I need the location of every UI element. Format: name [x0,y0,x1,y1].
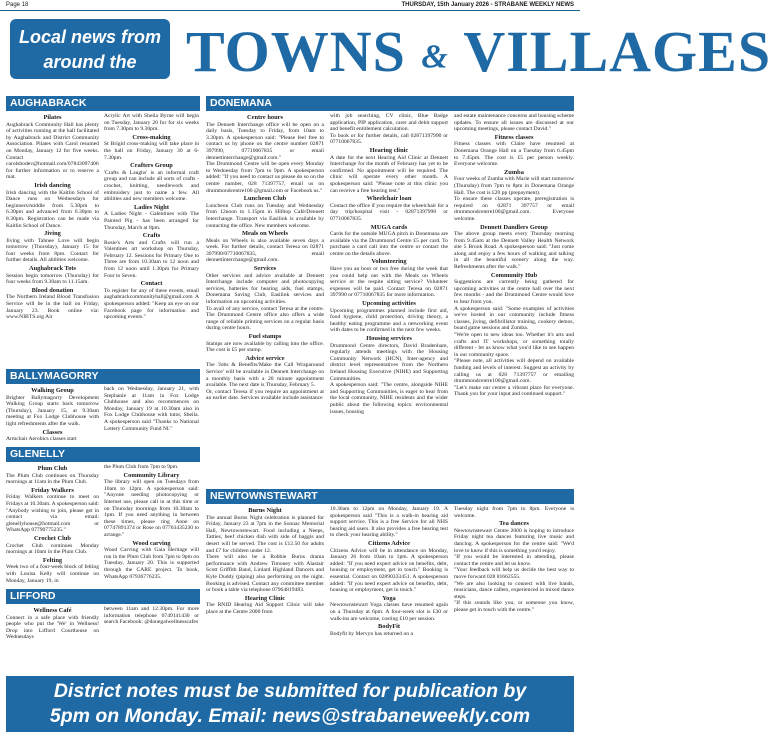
paragraph: "We are also looking to connect with live bands, musicians, dance callers, experienced in mixed dance steps. [454,580,574,600]
page-header [0,0,580,11]
heading: Centre hours [247,114,283,121]
heading: Hearing clinic [369,146,409,154]
section-head-aughabrack: AUGHABRACK [6,96,200,111]
paragraph: Bodyfit by Mervyn has returned on a [330,630,413,637]
heading: Housing services [366,335,412,342]
section-banner [6,13,771,84]
paragraph: Upcoming programmes planned include first aid, food hygiene, child protection, driving theory, a healthy eating programme and a networking event with dates to be confirmed in the next few weeks. [330,307,448,334]
footer-line2: 5pm on Monday. Email: news@strabaneweekly.com [49,705,531,727]
paragraph: St Brigid cross-making will take place in the hall on Friday, January 30 at 6-7.30pm. [104,141,199,161]
paragraph: with job searching, CV clinic, Blue Badge application, PIP application, carer and debit support and benefit entitlement calculation. [330,113,448,133]
banner-title-amp: & [421,38,449,76]
heading: Crochet Club [34,534,71,542]
heading: Blood donation [31,286,74,294]
paragraph: Fitness classes with Claire have resumed at Donemana Orange Hall on a Tuesday from 6.45pm to 7.45pm. The cost is £5 per person weekly. Everyone welcome. [454,141,574,168]
paragraph: Other services and advice available at Dennett Interchange include computer and photocopying services, batteries for hearing aids, fuel stamps, Donemana Saving Club, Easilink services and information on upcoming activities. [206,272,324,306]
heading: Jiving [44,230,61,238]
paragraph: Newtownstewart Yoga classes have resumed again on a Thursday at 6pm. A four-week slot is £30 or walk-ins are welcome, costing £10 per session. [330,602,448,622]
banner-title [186,19,771,87]
banner-local-box [10,19,170,79]
paragraph: Suggestions are currently being gathered for upcoming activities at the centre hall over the next few months - and the Drummond Centre would love to hear from you. [454,279,574,306]
heading: Upcoming activities [362,300,416,308]
paragraph: and estate maintenance concerns and housing scheme updates. To ensure all issues are discussed at our upcoming meetings, please contact David." [454,113,574,133]
paragraph: Tuesday night from 7pm to 8pm. Everyone is welcome. [454,506,574,519]
newtownstewart-col-1 [206,506,324,672]
aughabrack-col-2 [104,113,199,365]
heading: Wheelchair loan [366,195,412,203]
heading: Crafts [142,232,161,240]
paragraph: Friday Walkers continue to meet on Fridays at 10.30am. A spokesperson said: "Anybody wishing to join, please get in contact via email: glenellyhouse@hotmail.com or WhatsApp 07790775235." [6,494,99,534]
heading: Services [253,265,277,273]
paragraph: The Northern Ireland Blood Transfusion Service will be in the hall on Friday, January 23. Book online via: www.NIBTS.org Air [6,294,99,321]
heading: Hearing Clinic [244,594,286,602]
ballymagorry-col-2 [104,386,199,444]
paragraph: The RNID Hearing Aid Support Clinic will take place at the Centre 2000 from [206,602,324,615]
heading: Community Hub [490,271,538,279]
paragraph: Four weeks of Zumba with Marie will start tomorrow (Thursday) from 7pm to 8pm in Donemana Orange Hall. The cost is £20 pp (prepayment). [454,176,574,196]
heading: Fitness classes [494,133,534,141]
heading: Ladies Night [134,203,169,211]
heading: Citizens Advice [367,539,411,547]
heading: Friday Walkers [31,486,74,494]
section-head-newtownstewart: NEWTOWNSTEWART [206,489,574,504]
heading: Wellness Café [33,607,72,614]
paragraph: Crochet Club continues Monday mornings at 10am in the Plum Club. [6,542,99,556]
paragraph: Connect in a safe place with friendly people who put the 'We' in Wellness! Drop into Lifford Courthouse on Wednesdays [6,614,99,641]
heading: Contact [140,280,163,288]
donemana-col-1 [206,113,324,485]
paragraph: A Ladies Night - Galentines with The Painted Pig - has been arranged for Thursday, March at 8pm. [104,211,199,231]
aughabrack-col-1 [6,113,99,365]
heading: Community Library [123,471,180,479]
heading: Pilates [43,114,62,121]
issue-line: THURSDAY, 15th January 2026 - STRABANE WEEKLY NEWS [401,2,574,8]
paragraph: A spokesperson said: "Some examples of activities we've hosted in our community include fitness classes, jiving, defibrillator training, cookery demos, board game sessions and Zumba. [454,305,574,332]
paragraph: A date for the next Hearing Aid Clinic at Dennett Interchange for the month of February has yet to be confirmed. No appointment will be required. The clinic will operate every other month. A spokesperson said: "Please note at this clinic you can receive a free hearing test." [330,154,448,194]
paragraph: To ensure these classes operate, preregistration is required on 02871 397757 or email drummondcentre100@gmail.com. Everyone welcome. [454,196,574,222]
paragraph: 10.30am to 12pm on Monday, January 19. A spokesperson said "This is a walk-in hearing aid support service. This is a free Service for all NHS hearing aid users. It also provides a free hearing test to check your hearing ability." [330,506,448,539]
paragraph: the Plum Club from 7pm to 9pm. [104,464,179,470]
paragraph: The Drummond Centre will be open every Monday to Wednesday from 7pm to 9pm. A spokesperson added: "If you need to contact us please do so on the centre number, 028 71397757, email us on drummondcentre100 @gmail.com or Facebook us." [206,161,324,194]
paragraph: Newtownstewart Centre 2000 is hoping to introduce Friday night tea dances featuring live music and dancing. A spokesperson for the centre said: "We'd love to know if this is something you'd enjoy. [454,527,574,554]
paragraph: Drummond Centre directors, David Bradenham, regularly attends meetings with the Housing Community Network (HCN), Inter-agency and district level representatives from the Northern Ireland Housing Executive (NIHE) and Supporting Communities. [330,342,448,382]
heading: Irish dancing [34,181,71,189]
banner-title-right: VILLAGES [463,19,771,84]
paragraph: The Plum Club continues on Thursday mornings at 11am in the Plum Club. [6,472,99,486]
paragraph: Cards for the outside MUGA pitch in Donemana are available via the Drummond Centre £5 per card. To purchase a card call into the centre or contact the centre on the details above. [330,231,448,257]
lifford-col-1 [6,606,99,672]
heading: Yoga [382,594,396,602]
heading: Zumba [504,168,524,176]
ballymagorry-col-1 [6,386,99,444]
banner-local-line1: Local news from [18,27,162,47]
heading: Classes [42,428,63,436]
paragraph: Citizens Advice will be in attendance on Monday, January 26 from 10am to 1pm. A spokesperson added: "If you need expert advice on benefits, debt, housing or employment, get in touch." Booking is essential. Contact on 02890333451. A spokesperson added: "If you need expert advice on benefits, debt, housing or employment, get in touch." [330,547,448,594]
heading: Felting [42,556,63,564]
banner-local-line2: around the [43,52,137,72]
paragraph: Luncheon Club runs on Tuesday and Wednesday from 12noon to 1.15pm in Hilltop Café/Dennett Interchange. Transport via Easilink is available by contacting the office. New members welcome. [206,202,324,229]
heading: Wood carving [132,539,171,547]
newtownstewart-col-2 [330,506,448,672]
paragraph: 'Crafts & Laughs' is an informal craft group and can include all sorts of crafts - crochet, knitting, needlework and embroidery just to name a few. All abilities and new members welcome. [104,169,199,203]
heading: Plum Club [37,465,68,472]
submission-footer [6,676,574,732]
paragraph: "Let's make our centre a vibrant place for everyone. Thank you for your input and continued support." [454,384,574,398]
newtownstewart-col-3 [454,506,574,672]
glenelly-col-2 [104,464,199,584]
paragraph: "Please note, all activities will depend on available funding and levels of interest. Suggest an activity by calling us at 028 71397757 or emailing drummondcentre100@gmail.com. [454,358,574,385]
heading: Fuel stamps [248,333,282,340]
paragraph: The library will open on Tuesdays from 10am to 12pm. A spokesperson said: "Anyone needing photocopying or Internet use, please call in at this time or on Thursday mornings from 10.30am to 1pm. If you need anything in between these times, please ring Anne on 07747891374 or Rose on 07763435230 to arrange." [104,479,199,538]
heading: Advice service [245,354,285,362]
paragraph: between 11am and 12.30pm. For more information telephone 0749141430 or search Facebook: @donegalwellnesscafes [104,606,199,626]
paragraph: Jiving with Tahnee Love will begin tomorrow (Thursday), January 15 for four weeks from 8pm. Contact for further details. All abilities welcome. [6,237,99,264]
heading: Cross-making [132,133,171,141]
section-head-ballymagorry: BALLYMAGORRY [6,369,200,384]
paragraph: Or, contact Teresa if you require an appointment at an earlier date. Services available include assistance [206,388,324,402]
heading: Crafters Group [130,162,173,170]
heading: Luncheon Club [243,195,287,203]
paragraph: Wood Carving with Gaia Heritage will run in the Plum Club from 7pm to 9pm on Tuesday, January 20. This is supported through the CARE project. To book, WhatsApp 07936776235. [104,547,199,580]
heading: Dennett Dandlers Group [480,223,548,231]
paragraph: There will also be a Robbie Burns drama performance with Andrew Timoney with Alastair Scott Griffith Band, Linlard Highland Dancers and Kyle Duddy (piping) also performing on the night. Booking is advised. Contact any committee member or book a table via telephone 07964819483. [206,554,324,594]
heading: Volunteering [371,258,407,266]
heading: Walking Group [31,387,74,394]
paragraph: Aughabrack Community Hall has plenty of activities running at the hall facilitated by Aughabrack and District Community Association. Pilates with Carol resumed on Monday, January 12 for five weeks. Contact carolsbodev@hotmail.com/07843097406 for further information or to reserve a mat. [6,121,99,181]
section-head-glenelly: GLENELLY [6,447,200,462]
paragraph: Meals on Wheels is also available seven days a week. For further details, contact Teresa on 02871 397990/07710067835, email dennettinterchange@gmail.com. [206,237,324,264]
paragraph: Brighter Ballymagorry Development Walking Group starts back tomorrow (Thursday), January 15, at 9.30am meeting at Fox Lodge Clubhouse with light refreshments after the walk. [6,394,99,427]
banner-title-left: TOWNS [186,19,406,84]
lifford-col-2 [104,606,199,672]
paragraph: Week two of a four-week block of felting with Louisa Kelly will continue on Monday, January 19, in [6,564,99,584]
paragraph: back on Wednesday, January 21, with Stephanie at 11am in Fox Lodge Clubhouse and also recommences on Monday, January 19 at 10.30am also in Fox Lodge Clubhouse with tutor, Sheila. A spokesperson said "Thanks to National Lottery Community Fund NI." [104,386,199,432]
heading: Aughabrack Tots [28,265,77,273]
heading: Burns Night [248,507,282,514]
paragraph: To book or for further details, call 02871397990 or 07710067835. [330,132,448,146]
paragraph: Rosie's Arts and Crafts will run a Valentines art workshop on Thursday, February 12. Sessions for Primary One to Three are from 10.30am to 12 noon and from 12 noon until 1.30pm for Primary Four to Seven. [104,239,199,279]
paragraph: To avail of any service, contact Teresa at the centre. The Drummond Centre office also offers a wide range of reliable printing services on a regular basis during centre hours. [206,305,324,332]
paragraph: Session begin tomorrow (Thursday) for four weeks from 9.30am to 11.15am. [6,272,99,286]
paragraph: Acrylic Art with Sheila Byrne will begin on Tuesday, January 20 for for six weeks from 7.30pm to 9.30pm. [104,113,199,133]
paragraph: The annual Burns Night celebration is planned for Friday, January 23 at 7pm in the Sonnac Memorial Hall, Newtownstewart. Food including a Neeps, Tatties, beef chicken dish with side of haggis and desert will be served. The cost is £12.50 for adults and £7 for children under 12. [206,514,324,554]
paragraph: The 'Jobs & Benefits/Make the Call Wraparound Service' will be available in Dennett Interchange on a monthly basis with a 20 minute appointment available. The next date is Thursday, February 5. [206,362,324,389]
paragraph: The above group meets every Thursday morning from 9.45am at the Dennett Valley Health Network site 5 Brook Road. A spokesperson said: "Just come along and enjoy a few hours of walking and talking in all the beautiful scenery along the way. Refreshments after the walk." [454,231,574,271]
section-head-donemana: DONEMANA [206,96,574,111]
donemana-col-3 [454,113,574,485]
paragraph: "Your feedback will help us decide the best way to move forward 028 81662555. [454,567,574,580]
glenelly-col-1 [6,464,99,584]
paragraph: "If this sounds like you, or someone you know, please get in touch with the centre." [454,600,574,613]
paragraph: A spokesperson said: "The centre, alongside NIHE and Supporting Communities, is eager to hear from the local community, NIHE residents and the wider public about the following topics: environmental issues, housing [330,382,448,415]
paragraph: Contact the office if you require the wheelchair for a day trip/hospital visit - 02871397990 or 07710067835. [330,202,448,222]
donemana-col-2 [330,113,448,485]
heading: MUGA cards [370,223,408,231]
heading: BodyFit [377,623,400,631]
footer-line1: District notes must be submitted for publication by [53,680,527,702]
page-number: Page 18 [6,2,29,8]
section-head-lifford: LIFFORD [6,589,200,604]
paragraph: To register for any of these events, email aughabrackcommunityhall@gmail.com A spokesperson added: "Keep an eye on our Facebook page for information and upcoming events." [104,287,199,321]
paragraph: "If you would be interested in attending, please contact the centre and let us know. [454,554,574,567]
paragraph: "We're open to new ideas too. Whether it's arts and crafts and IT workshops, or something totally different - let us know what you'd like to see happen in our community space. [454,332,574,358]
paragraph: Have you an hour or two free during the week that you could help out with the Meals on Wheels service or the respite sitting service? Volunteer expenses will be paid. Contact Teresa on 02871 397990 or 07710067835 for more information. [330,266,448,299]
paragraph: The Dennett Interchange office will be open on a daily basis, Tuesday to Friday, from 10am to 3.30pm. A spokesperson said: "Please feel free to contact us by phone on the centre number 02871 397990, 07710067835 or email dennettinterchange@gmail.com." [206,121,324,161]
paragraph: Armchair Aerobics classes start [6,436,77,443]
heading: Meals on Wheels [241,230,289,238]
paragraph: Stamps are now available by calling into the office. The cost is £5 per stamp. [206,340,324,354]
heading: Tea dances [499,520,529,528]
paragraph: Irish dancing with the Kaitlin School of Dance runs on Wednesdays for beginners/middle from 5.30pm to 6.30pm and advanced from 6.30pm to 8.30pm. Registration can be made via Kaitlin School of Dance. [6,189,99,229]
